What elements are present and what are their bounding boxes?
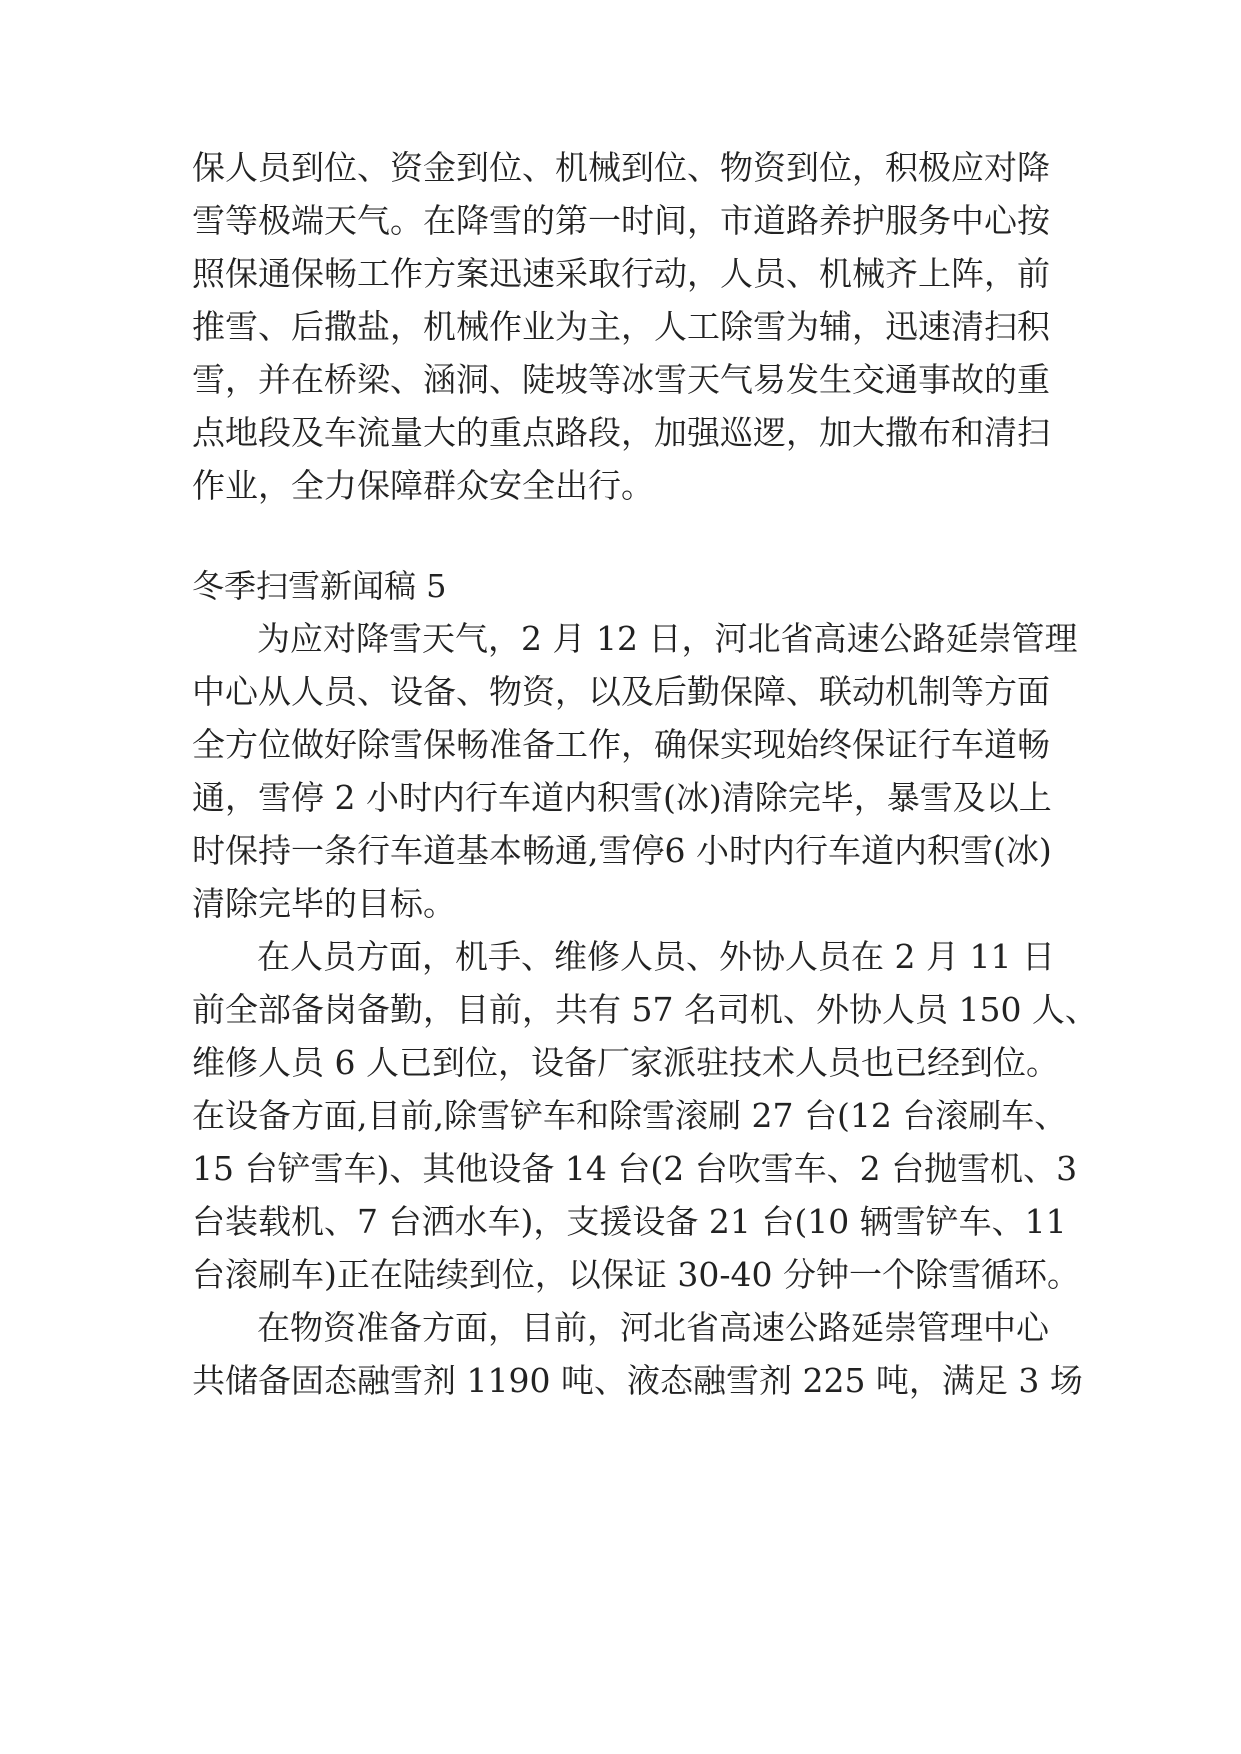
paragraph3-line-1: 在物资准备方面，目前，河北省高速公路延崇管理中心 bbox=[257, 1308, 1049, 1347]
paragraph1-line-6: 清除完毕的目标。 bbox=[192, 884, 456, 923]
section-title: 冬季扫雪新闻稿 5 bbox=[192, 567, 447, 605]
paragraph2-line-1: 在人员方面，机手、维修人员、外协人员在 2 月 11 日 bbox=[257, 937, 1055, 976]
paragraph2-line-3: 维修人员 6 人已到位，设备厂家派驻技术人员也已经到位。 bbox=[192, 1043, 1059, 1082]
paragraph1-line-3: 全方位做好除雪保畅准备工作，确保实现始终保证行车道畅 bbox=[192, 725, 1050, 764]
intro-line-7: 作业，全力保障群众安全出行。 bbox=[192, 466, 654, 505]
paragraph3-line-2: 共储备固态融雪剂 1190 吨、液态融雪剂 225 吨，满足 3 场 bbox=[192, 1361, 1083, 1400]
paragraph2-line-2: 前全部备岗备勤，目前，共有 57 名司机、外协人员 150 人、 bbox=[192, 990, 1098, 1029]
intro-line-5: 雪，并在桥梁、涵洞、陡坡等冰雪天气易发生交通事故的重 bbox=[192, 360, 1050, 399]
paragraph1-line-4: 通，雪停 2 小时内行车道内积雪(冰)清除完毕，暴雪及以上 bbox=[192, 778, 1052, 817]
paragraph2-line-5: 15 台铲雪车)、其他设备 14 台(2 台吹雪车、2 台抛雪机、3 bbox=[192, 1149, 1078, 1188]
paragraph1-line-2: 中心从人员、设备、物资，以及后勤保障、联动机制等方面 bbox=[192, 672, 1050, 711]
intro-line-6: 点地段及车流量大的重点路段，加强巡逻，加大撒布和清扫 bbox=[192, 413, 1050, 452]
intro-line-3: 照保通保畅工作方案迅速采取行动，人员、机械齐上阵，前 bbox=[192, 254, 1050, 293]
paragraph1-line-5: 时保持一条行车道基本畅通,雪停6 小时内行车道内积雪(冰) bbox=[192, 831, 1052, 870]
intro-line-1: 保人员到位、资金到位、机械到位、物资到位，积极应对降 bbox=[192, 148, 1050, 187]
intro-line-2: 雪等极端天气。在降雪的第一时间，市道路养护服务中心按 bbox=[192, 201, 1050, 240]
paragraph2-line-7: 台滚刷车)正在陆续到位，以保证 30-40 分钟一个除雪循环。 bbox=[192, 1255, 1080, 1294]
paragraph2-line-6: 台装载机、7 台洒水车)，支援设备 21 台(10 辆雪铲车、11 bbox=[192, 1202, 1067, 1241]
paragraph1-line-1: 为应对降雪天气，2 月 12 日，河北省高速公路延崇管理 bbox=[257, 619, 1078, 658]
intro-line-4: 推雪、后撒盐，机械作业为主，人工除雪为辅，迅速清扫积 bbox=[192, 307, 1050, 346]
paragraph2-line-4: 在设备方面,目前,除雪铲车和除雪滚刷 27 台(12 台滚刷车、 bbox=[192, 1096, 1068, 1135]
